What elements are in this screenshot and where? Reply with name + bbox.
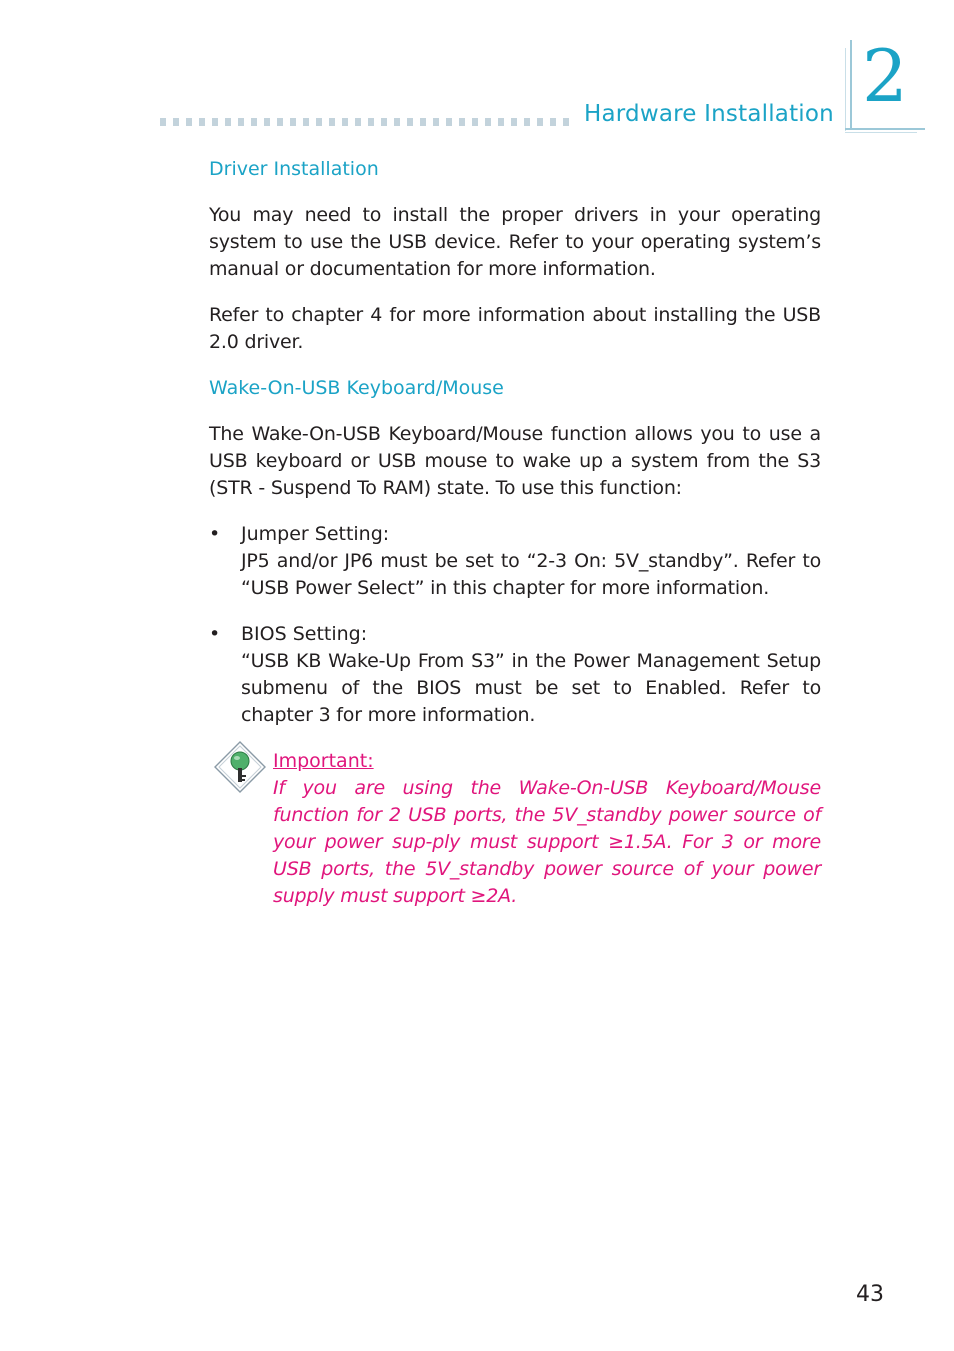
important-title: Important: xyxy=(273,750,374,772)
bullet-list xyxy=(209,521,821,729)
chapter-frame-horizontal-inner xyxy=(845,132,917,133)
page-number: 43 xyxy=(856,1282,884,1307)
bullet-title: BIOS Setting: xyxy=(241,623,368,645)
important-text: If you are using the Wake-On-USB Keyboard/Mouse function for 2 USB ports, the 5V_standby power source of your power sup-ply must support ≥1.5A. For 3 or more USB ports, the 5V_standby power source of your power supply must support ≥2A. xyxy=(273,777,821,907)
important-note xyxy=(209,748,821,910)
header-section-title: Hardware Installation xyxy=(584,101,834,127)
paragraph: You may need to install the proper drivers in your operating system to use the USB device. Refer to your operating system’s manual or documentation for more information. xyxy=(209,204,821,280)
bullet-title: Jumper Setting: xyxy=(241,523,390,545)
section-heading-wake-on-usb: Wake-On-USB Keyboard/Mouse xyxy=(209,377,504,399)
chapter-frame-vertical-inner xyxy=(845,48,846,131)
bullet-item-bios-setting xyxy=(209,621,821,729)
paragraph: The Wake-On-USB Keyboard/Mouse function allows you to use a USB keyboard or USB mouse to wake up a system from the S3 (STR - Suspend To RAM) state. To use this function: xyxy=(209,423,821,499)
bullet-text: “USB KB Wake-Up From S3” in the Power Management Setup submenu of the BIOS must be set to Enabled. Refer to chapter 3 for more information. xyxy=(241,650,821,726)
chapter-number: 2 xyxy=(862,34,908,118)
section-heading-driver-installation: Driver Installation xyxy=(209,158,379,180)
chapter-frame-horizontal xyxy=(845,128,925,130)
chapter-frame-vertical xyxy=(850,40,852,130)
page-content xyxy=(209,156,821,910)
bullet-item-jumper-setting xyxy=(209,521,821,602)
key-icon xyxy=(213,740,267,794)
bullet-text: JP5 and/or JP6 must be set to “2-3 On: 5V_standby”. Refer to “USB Power Select” in this chapter for more information. xyxy=(241,550,821,599)
bullet-marker: • xyxy=(209,623,221,645)
bullet-marker: • xyxy=(209,523,221,545)
header-dotted-rule xyxy=(160,118,572,126)
paragraph: Refer to chapter 4 for more information about installing the USB 2.0 driver. xyxy=(209,304,821,353)
